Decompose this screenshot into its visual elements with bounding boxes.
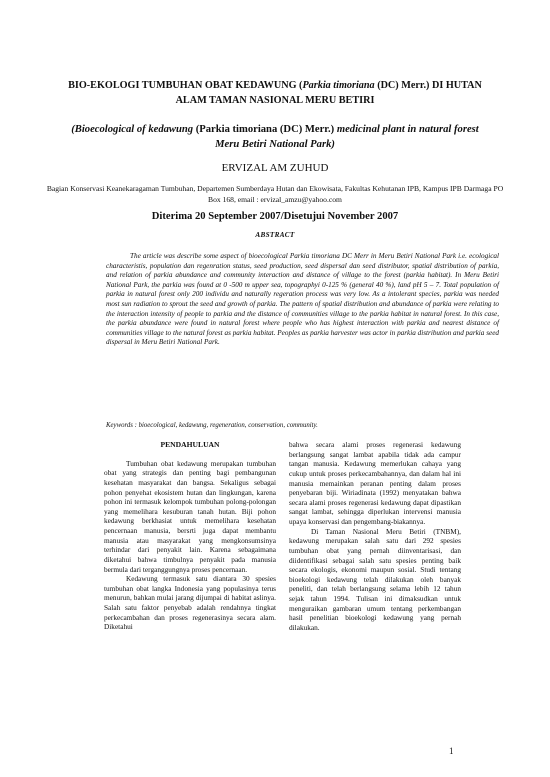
keywords: Keywords : bioecological, kedawung, regeneration, conservation, community. [106, 422, 318, 429]
title-part-c: (DC) Merr.) DI HUTAN ALAM TAMAN NASIONAL MERU BETIRI [175, 80, 482, 106]
english-title-part-a: (Bioecological of kedawung [71, 124, 194, 135]
paragraph: Di Taman Nasional Meru Betiri (TNBM), kedawung merupakan salah satu dari 292 spesies tumbuhan obat yang pernah diinventarisasi, dan diidentifikasi sebagai salah satu spesies penting baik secara ekologis, ekonomi maupun sosial. Studi tentang bioekologi kedawung telah dilakukan oleh banyak peneliti, dan telah berlangsung selama lebih 12 tahun sejak tahun 1994. Tulisan ini dimaksudkan untuk menguraikan gambaran umum tentang perkembangan hasil penelitian bioekologi kedawung yang pernah dilakukan. [289, 526, 461, 632]
paragraph: bahwa secara alami proses regenerasi kedawung berlangsung sangat lambat apabila tidak ada campur tangan manusia. Kedawung memerlukan cahaya yang cukup untuk proses perkecambahannya, dan dalam hal ini manusia memainkan peranan penting dalam proses penyebaran biji. Wiriadinata (1992) menyatakan bahwa secara alami proses regenerasi kedawung dapat dipastikan sangat lambat, sehingga diperlukan intervensi manusia upaya konservasi dan pengembang-biakannya. [289, 440, 461, 526]
paragraph: Kedawung termasuk satu diantara 30 spesies tumbuhan obat langka Indonesia yang populasinya terus menurun, bahkan mulai jarang dijumpai di habitat aslinya. Salah satu faktor penyebab adalah rendahnya tingkat perkecambahan dan proses regenerasinya secara alam. Diketahui [104, 574, 276, 632]
page-number: 1 [449, 746, 454, 756]
abstract-body [106, 252, 499, 348]
paper-title [60, 78, 490, 108]
author-affiliation: Bagian Konservasi Keanekaragaman Tumbuhan, Departemen Sumberdaya Hutan dan Ekowisata, Fakultas Kehutanan IPB, Kampus IPB Darmaga PO Box 168, email : ervizal_amzu@yahoo.com [46, 184, 504, 204]
abstract-heading: ABSTRACT [255, 231, 295, 239]
section-heading: PENDAHULUAN [160, 440, 220, 449]
english-title [60, 122, 490, 152]
submission-dates: Diterima 20 September 2007/Disetujui November 2007 [151, 211, 399, 222]
title-species: Parkia timoriana [302, 80, 375, 91]
abstract-text: The article was describe some aspect of bioecological Parkia timoriana DC Merr in Meru Betiri National Park i.e. ecological characteristis, population dan regenration status, seed production, seed dispersal dan seed distributor, spatial distribution of parkia, and relation of parkia abundance and community interaction and distance of village to the forest (parkia habitat). In Meru Betiri National Park, the parkia was found at 0 -500 m upper sea, topographyi 0-125 % (general 40 %), land pH 5 – 7. Total population of parkia in natural forest only 200 individu and naturally regeration process was very low. As a intolerant species, parkia was needed most sun radiation to sprout the seed and growth of parkia. The pattern of spatial distribution and abundance of parkia were relating to the interaction intensity of people to parkia and the distance of communities village to the parkia habitat in natural forest. In this case, the parkia abundance were found in natural forest where people who has highest interaction with parkia and nearest distance of communities village to the natural forest as parkia habitat. Peoples as parkia harvester was actor in parkia distribution and parkia seed dispersal in Meru Betiri National Park. [106, 252, 499, 347]
author-name: ERVIZAL AM ZUHUD [221, 162, 329, 174]
title-part-a: BIO-EKOLOGI TUMBUHAN OBAT KEDAWUNG ( [68, 80, 303, 91]
left-column [104, 440, 276, 632]
paragraph: Tumbuhan obat kedawung merupakan tumbuhan obat yang strategis dan penting bagi pembangunan kesehatan masyarakat dan bangsa. Sekaligus sebagai pohon penyehat ekosistem hutan dan lingkungan, karena pohon ini termasuk kelompok tumbuhan polong-polongan yang memelihara kesuburan tanah hutan. Biji pohon kedawung berkhasiat untuk memelihara kesehatan pencernaan manusia, bersrti juga dapat membantu manusia atau masyarakat yang mengkonsumsinya terhindar dari penyakit lain. Karena sebagaimana diketahui bahwa timbulnya penyakit pada manusia bermula dari terganggungnya proses pencernaan. [104, 458, 276, 574]
english-title-part-c: medicinal plant in natural forest Meru Betiri National Park) [215, 124, 479, 150]
right-column [289, 440, 461, 633]
english-title-part-b: (Parkia timoriana (DC) Merr.) [193, 124, 337, 135]
